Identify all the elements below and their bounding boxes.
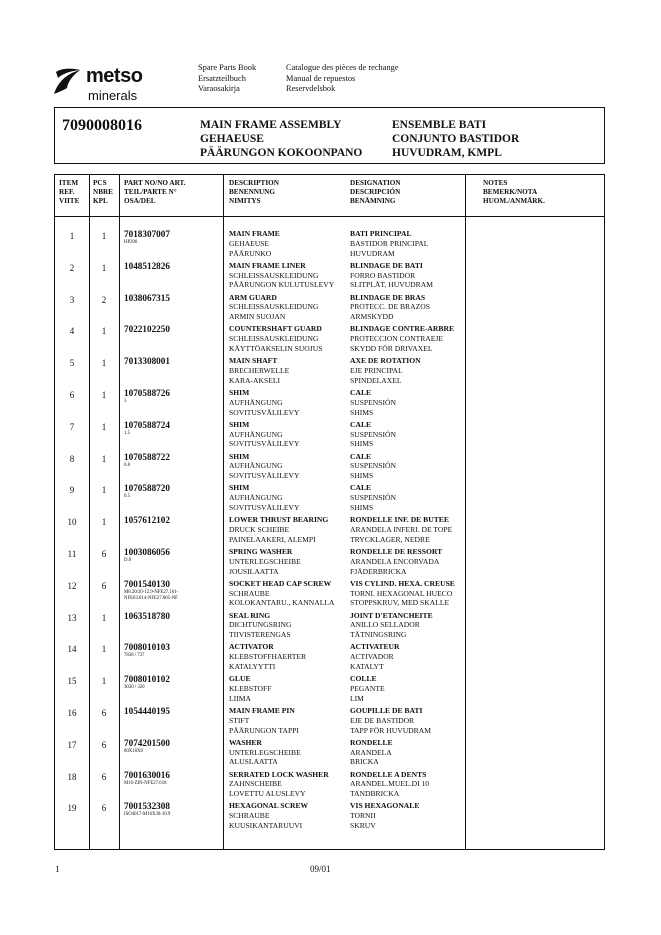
description-line: ACTIVATOR: [229, 642, 274, 652]
description-line: PÄÄRUNGON TAPPI: [229, 725, 299, 735]
description-line: COUNTERSHAFT GUARD: [229, 324, 322, 334]
part-spec: [124, 463, 130, 469]
part-number: 7001540130: [124, 578, 170, 589]
designation-line: GOUPILLE DE BATI: [350, 706, 423, 715]
designation-line: PROTECCION CONTRAEJE: [350, 334, 444, 344]
designation: [350, 324, 454, 353]
part-spec-line: HP200: [124, 240, 138, 245]
col-divider: [223, 175, 224, 849]
designation-line: SLITPLÅT, HUVUDRAM: [350, 280, 433, 290]
th-description: DESCRIPTION BENENNUNG NIMITYS: [229, 179, 279, 205]
designation-line: TORNI. HEXAGONAL HUECO: [350, 588, 453, 598]
designation-line: SKRUV: [350, 820, 376, 830]
designation: [350, 611, 433, 640]
item-quantity: 1: [101, 517, 107, 528]
part-number: 7018307007: [124, 229, 170, 239]
designation-line: ACTIVADOR: [350, 652, 394, 662]
th-pcs: PCS NBRE KPL: [93, 179, 113, 205]
part-spec-line: 0.8: [124, 462, 130, 468]
designation-line: SUSPENSIÓN: [350, 397, 396, 407]
part-spec: [124, 494, 130, 500]
description-line: MAIN SHAFT: [229, 356, 278, 366]
description: [229, 706, 299, 735]
part-spec: [124, 749, 143, 755]
description-line: SEAL RING: [229, 610, 271, 620]
description-line: SCHRAUBE: [229, 588, 270, 598]
description-line: PÄÄRUNKO: [229, 248, 272, 258]
part-spec-line: NFE03.014-NFE27.005-NF: [124, 595, 178, 601]
designation-line: CALE: [350, 419, 372, 429]
designation-line: FJÄDERBRICKA: [350, 566, 407, 576]
description-line: SHIM: [229, 451, 250, 461]
description-line: SCHLEISSAUSKLEIDUNG: [229, 334, 319, 344]
item-ref: 5: [69, 358, 75, 369]
part-number: 7008010102: [124, 674, 170, 685]
designation-line: ARANDELA ENCORVADA: [350, 556, 440, 566]
description-line: UNTERLEGSCHEIBE: [229, 556, 301, 566]
designation-line: SHIMS: [350, 471, 374, 481]
th-notes: NOTES BEMERK/NOTA HUOM./ANMÄRK.: [483, 179, 545, 205]
designation-line: SHIMS: [350, 439, 374, 449]
description-line: DRUCK SCHEIBE: [229, 524, 290, 534]
description: [229, 547, 301, 576]
item-ref: 6: [69, 390, 75, 400]
item-quantity: 6: [101, 771, 107, 782]
item-ref: 15: [67, 676, 77, 687]
item-quantity: 1: [101, 612, 107, 623]
description-line: SERRATED LOCK WASHER: [229, 769, 329, 779]
description-line: KOLOKANTARU., KANNALLA: [229, 598, 335, 608]
assembly-names-left: MAIN FRAME ASSEMBLY GEHAEUSE PÄÄRUNGON KOKOONPANO: [200, 119, 363, 159]
designation-line: BRICKA: [350, 757, 379, 767]
description-line: MAIN FRAME LINER: [229, 260, 306, 270]
item-ref: 3: [69, 294, 75, 305]
description-line: SPRING WASHER: [229, 547, 293, 556]
description-line: KLEBSTOFFHAERTER: [229, 652, 307, 662]
description: [229, 801, 308, 830]
designation-line: FORRO BASTIDOR: [350, 270, 416, 280]
description-line: SOVITUSVÄLILEVY: [229, 407, 300, 417]
part-spec: [124, 781, 167, 787]
revision-date: 09/01: [310, 864, 331, 874]
designation-line: BLINDAGE DE BATI: [350, 260, 423, 270]
part-number: 7008010103: [124, 642, 170, 653]
brand-sub: minerals: [88, 88, 138, 103]
designation-line: STOPPSKRUV, MED SKALLE: [350, 598, 450, 608]
designation: [350, 674, 385, 703]
description: [229, 611, 291, 640]
th-part: PART NO/NO ART. TEIL/PARTE N° OSA/DEL: [124, 179, 186, 205]
designation-line: AXE DE ROTATION: [350, 356, 421, 366]
description-line: SHIM: [229, 419, 250, 429]
parts-table: [54, 174, 605, 850]
designation-line: ANILLO SELLADOR: [350, 620, 420, 630]
designation-line: VIS HEXAGONALE: [350, 801, 420, 811]
designation: [350, 483, 396, 512]
description: [229, 770, 329, 799]
designation: [350, 770, 429, 799]
part-number: 1070588722: [124, 451, 170, 462]
description-line: ARMIN SUOJAN: [229, 312, 286, 322]
part-spec-line: 80X18X8: [124, 748, 143, 754]
description: [229, 388, 299, 417]
designation-line: PROTECC. DE BRAZOS: [350, 302, 430, 312]
designation-line: ACTIVATEUR: [350, 642, 400, 652]
description: [229, 420, 299, 449]
part-spec-line: ISO4017-M16X30-10.9: [124, 812, 171, 818]
part-spec-line: 3: [124, 399, 127, 404]
designation-line: HUVUDRAM: [350, 248, 395, 258]
description-line: AUFHÄNGUNG: [229, 493, 283, 503]
part-spec: [124, 812, 170, 818]
designation-line: CALE: [350, 388, 372, 397]
book-title-col1: Spare Parts Book Ersatzteilbuch Varaosakirja: [198, 63, 257, 93]
designation-line: SPINDELAXEL: [350, 375, 402, 385]
designation: [350, 356, 421, 385]
designation-line: BLINDAGE CONTRE-ARBRE: [350, 324, 455, 334]
item-quantity: 1: [101, 676, 107, 687]
description-line: DICHTUNGSRING: [229, 620, 292, 630]
designation: [350, 801, 419, 830]
description-line: AUFHÄNGUNG: [229, 397, 283, 407]
item-quantity: 2: [101, 294, 107, 305]
description: [229, 579, 334, 608]
th-item: ITEM REF. VIITE: [59, 179, 80, 205]
part-spec: [124, 431, 130, 437]
designation-line: TANDBRICKA: [350, 789, 400, 799]
designation-line: CALE: [350, 483, 372, 493]
item-quantity: 1: [101, 262, 107, 273]
description-line: PÄÄRUNGON KULUTUSLEVY: [229, 280, 335, 290]
description-line: SHIM: [229, 483, 250, 493]
item-quantity: 6: [101, 549, 107, 559]
description: [229, 452, 299, 481]
description-line: STIFT: [229, 715, 250, 725]
part-spec: [124, 653, 145, 659]
description-line: KUUSIKANTARUUVI: [229, 820, 303, 830]
item-quantity: 1: [101, 231, 107, 241]
designation: [350, 547, 442, 576]
item-ref: 16: [67, 708, 77, 718]
part-spec: [124, 590, 178, 602]
part-number: 1063518780: [124, 610, 170, 621]
designation: [350, 229, 428, 258]
part-number: 1070588724: [124, 419, 170, 430]
th-designation: DESIGNATION DESCRIPCIÓN BENÄMNING: [350, 179, 401, 205]
description: [229, 324, 322, 353]
description: [229, 515, 328, 544]
part-spec-line: M16-ZIN-NFE27.618: [124, 780, 167, 786]
item-quantity: 1: [101, 358, 107, 369]
designation-line: BLINDAGE DE BRAS: [350, 292, 426, 302]
description: [229, 674, 271, 703]
description-line: SOCKET HEAD CAP SCREW: [229, 578, 332, 588]
part-number: 1054440195: [124, 706, 170, 716]
description-line: KÄYTTÖAKSELIN SUOJUS: [229, 343, 323, 353]
part-number: 1048512826: [124, 260, 170, 271]
assembly-part-number: 7090008016: [62, 117, 142, 134]
designation-line: ARMSKYDD: [350, 312, 394, 322]
designation-line: RONDELLE INF. DE BUTEE: [350, 515, 449, 525]
item-ref: 12: [67, 580, 77, 591]
designation-line: TÄTNINGSRING: [350, 630, 407, 640]
description-line: PAINELAAKERI, ALEMPI: [229, 534, 316, 544]
designation: [350, 642, 400, 671]
description: [229, 229, 280, 258]
designation-line: SHIMS: [350, 502, 374, 512]
description-line: UNTERLEGSCHEIBE: [229, 747, 301, 757]
item-ref: 2: [69, 262, 75, 273]
designation-line: VIS CYLIND. HEXA. CREUSE: [350, 578, 455, 588]
description-line: LOVETTU ALUSLEVY: [229, 789, 306, 799]
part-spec-line: D.8: [124, 558, 132, 563]
description-line: MAIN FRAME: [229, 229, 280, 238]
designation: [350, 293, 430, 322]
description-line: SOVITUSVÄLILEVY: [229, 502, 300, 512]
description-line: SHIM: [229, 388, 250, 397]
part-spec-line: 1.5: [124, 430, 130, 436]
description: [229, 293, 318, 322]
part-spec: [124, 399, 126, 405]
metso-logo: [50, 64, 200, 104]
description-line: AUFHÄNGUNG: [229, 461, 283, 471]
description-line: ZAHNSCHEIBE: [229, 779, 282, 789]
item-quantity: 6: [101, 708, 107, 718]
designation-line: SUSPENSIÓN: [350, 429, 396, 439]
item-quantity: 1: [101, 421, 107, 432]
designation: [350, 261, 433, 290]
item-ref: 4: [69, 326, 75, 337]
part-spec: [124, 558, 131, 564]
item-quantity: 6: [101, 803, 107, 814]
part-spec-line: 7838 / 737: [124, 653, 145, 659]
part-number: 7074201500: [124, 737, 170, 748]
metso-logo-icon: [50, 64, 84, 98]
part-number: 7001532308: [124, 801, 170, 812]
item-quantity: 6: [101, 739, 107, 750]
item-ref: 11: [67, 549, 77, 559]
description-line: SCHLEISSAUSKLEIDUNG: [229, 270, 319, 280]
designation-line: RONDELLE DE RESSORT: [350, 547, 443, 556]
part-number: 1070588726: [124, 388, 170, 398]
part-number: 1057612102: [124, 515, 170, 526]
item-ref: 13: [67, 612, 77, 623]
designation-line: RONDELLE: [350, 737, 393, 747]
designation-line: COLLE: [350, 674, 377, 684]
designation-line: BATI PRINCIPAL: [350, 229, 412, 238]
description-line: ARM GUARD: [229, 292, 277, 302]
brand-name: metso: [86, 65, 143, 87]
part-spec-line: 0.5: [124, 494, 130, 500]
designation-line: TAPP FÖR HUVUDRAM: [350, 725, 431, 735]
description-line: GLUE: [229, 674, 251, 684]
part-spec-line: 3030 / 320: [124, 685, 145, 691]
designation: [350, 738, 393, 767]
item-quantity: 6: [101, 580, 107, 591]
item-ref: 9: [69, 485, 75, 496]
description-line: TIIVISTERENGAS: [229, 630, 291, 640]
description-line: KARA-AKSELI: [229, 375, 281, 385]
item-quantity: 1: [101, 644, 107, 655]
item-quantity: 1: [101, 485, 107, 496]
designation-line: RONDELLE A DENTS: [350, 769, 427, 779]
item-quantity: 1: [101, 326, 107, 337]
description-line: KATALYYTTI: [229, 661, 276, 671]
item-ref: 14: [67, 644, 77, 655]
description: [229, 738, 301, 767]
designation-line: TRYCKLAGER, NEDRE: [350, 534, 430, 544]
designation-line: EJE PRINCIPAL: [350, 365, 403, 375]
designation-line: LIM: [350, 693, 364, 703]
description-line: SCHLEISSAUSKLEIDUNG: [229, 302, 319, 312]
assembly-names-right: ENSEMBLE BATI CONJUNTO BASTIDOR HUVUDRAM, KMPL: [392, 119, 520, 159]
part-number: 7013308001: [124, 356, 170, 367]
designation-line: ARANDEL.MUEL.DI 10: [350, 779, 430, 789]
description-line: AUFHÄNGUNG: [229, 429, 283, 439]
description-line: LOWER THRUST BEARING: [229, 515, 329, 525]
description-line: KLEBSTOFF: [229, 683, 272, 693]
designation-line: CALE: [350, 451, 372, 461]
designation-line: PEGANTE: [350, 683, 385, 693]
designation: [350, 706, 431, 735]
item-ref: 1: [69, 231, 75, 241]
description-line: JOUSILAATTA: [229, 566, 279, 576]
designation: [350, 515, 452, 544]
item-ref: 8: [69, 453, 75, 464]
part-number: 1003086056: [124, 547, 170, 557]
item-ref: 17: [67, 739, 77, 750]
part-number: 1070588720: [124, 483, 170, 494]
col-divider: [465, 175, 466, 849]
col-divider: [119, 175, 120, 849]
description: [229, 642, 306, 671]
designation-line: ARANDELA: [350, 747, 392, 757]
designation-line: SKYDD FÖR DRIVAXEL: [350, 343, 433, 353]
description: [229, 356, 289, 385]
description-line: BRECHERWELLE: [229, 365, 290, 375]
part-spec: [124, 685, 145, 691]
designation-line: BASTIDOR PRINCIPAL: [350, 238, 429, 248]
designation-line: TORNII: [350, 811, 376, 821]
designation: [350, 579, 455, 608]
item-ref: 7: [69, 421, 75, 432]
item-ref: 19: [67, 803, 77, 814]
book-title-col2: Catalogue des pièces de rechange Manual de repuestos Reservdelsbok: [286, 63, 399, 93]
designation-line: EJE DE BASTIDOR: [350, 715, 415, 725]
description-line: GEHAEUSE: [229, 238, 270, 248]
description: [229, 261, 334, 290]
part-number: 1038067315: [124, 292, 170, 303]
part-number: 7022102250: [124, 324, 170, 335]
description: [229, 483, 299, 512]
description-line: WASHER: [229, 737, 262, 747]
designation: [350, 420, 396, 449]
description-line: ALUSLAATTA: [229, 757, 278, 767]
designation: [350, 388, 396, 417]
part-spec: [124, 240, 137, 246]
description-line: SOVITUSVÄLILEVY: [229, 471, 300, 481]
designation-line: SUSPENSIÓN: [350, 493, 396, 503]
part-spec-line: M8.20/20-12.9-NFE27.161-: [124, 589, 179, 595]
designation-line: SHIMS: [350, 407, 374, 417]
part-number: 7001630016: [124, 769, 170, 780]
item-quantity: 1: [101, 390, 107, 400]
designation-line: JOINT D'ETANCHEITE: [350, 610, 433, 620]
designation-line: SUSPENSIÓN: [350, 461, 396, 471]
designation-line: KATALYT: [350, 661, 384, 671]
item-quantity: 1: [101, 453, 107, 464]
description-line: SCHRAUBE: [229, 811, 270, 821]
page-number: 1: [55, 864, 60, 874]
header-divider: [55, 216, 604, 217]
description-line: SOVITUSVÄLILEVY: [229, 439, 300, 449]
description-line: HEXAGONAL SCREW: [229, 801, 309, 811]
item-ref: 10: [67, 517, 77, 528]
description-line: LIIMA: [229, 693, 251, 703]
designation: [350, 452, 396, 481]
item-ref: 18: [67, 771, 77, 782]
description-line: MAIN FRAME PIN: [229, 706, 295, 715]
designation-line: ARANDELA INFERI. DE TOPE: [350, 524, 453, 534]
